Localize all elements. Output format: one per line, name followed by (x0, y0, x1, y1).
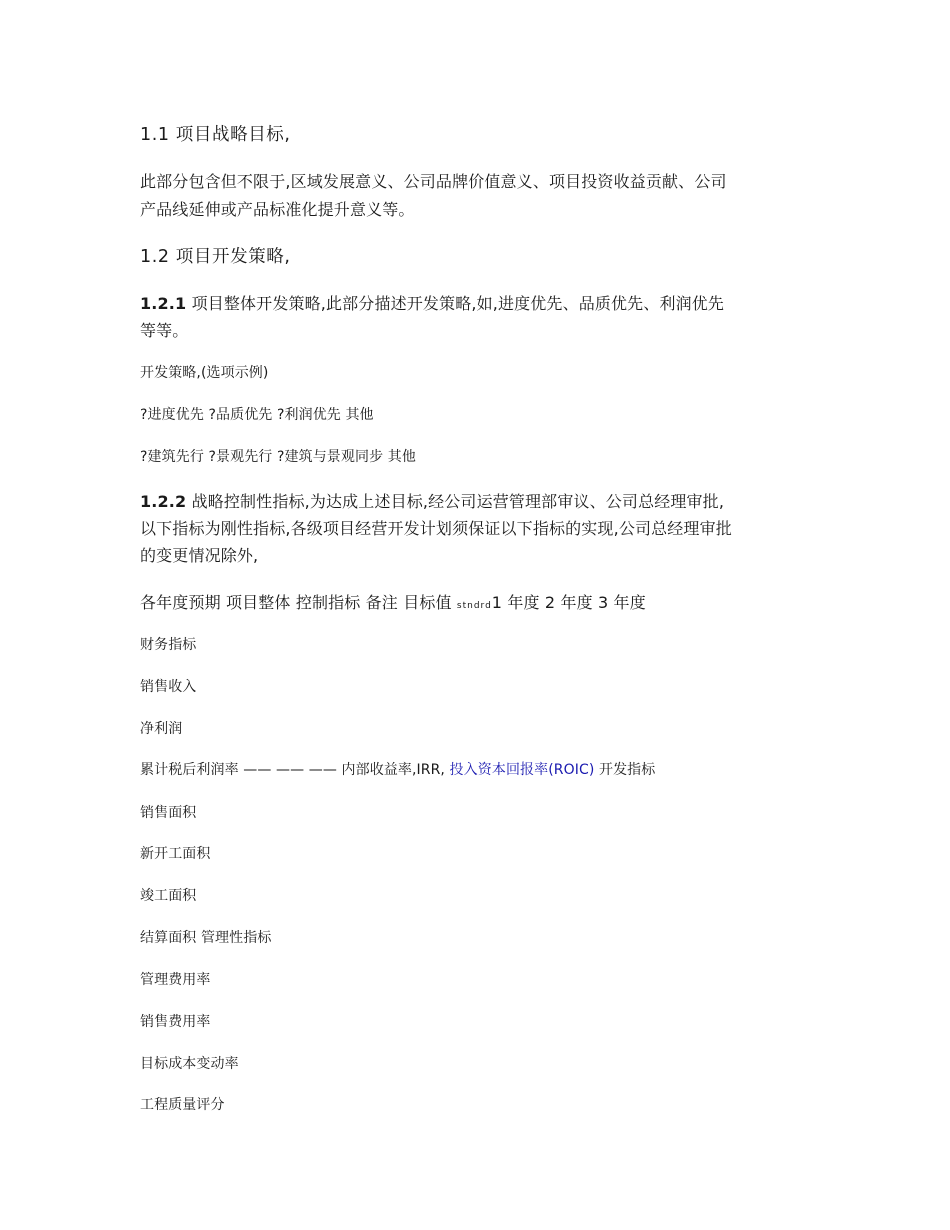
table-header-columns: 各年度预期 项目整体 控制指标 备注 目标值 (140, 593, 457, 612)
subsection-1-2-2-line-2: 以下指标为刚性指标,各级项目经营开发计划须保证以下指标的实现,公司总经理审批 (140, 519, 732, 538)
table-row: 财务指标 (140, 637, 197, 653)
subsection-number: 1.2.2 (140, 492, 187, 511)
roic-link[interactable]: 投入资本回报率(ROIC) (449, 762, 595, 778)
table-row: 目标成本变动率 (140, 1056, 239, 1072)
row-text: 累计税后利润率 —— —— —— 内部收益率,IRR, (140, 762, 450, 778)
subsection-1-2-2-line-3: 的变更情况除外, (140, 546, 259, 565)
table-row: 竣工面积 (140, 888, 197, 904)
table-row: 净利润 (140, 721, 183, 737)
paragraph-strategy-goal-line-2: 产品线延伸或产品标准化提升意义等。 (140, 200, 415, 219)
table-row: 销售收入 (140, 679, 197, 695)
strategy-options-row-1: ?进度优先 ?品质优先 ?利润优先 其他 (140, 407, 374, 423)
table-header-stndrd: stndrd (456, 601, 492, 611)
table-row (140, 759, 655, 779)
strategy-options-row-2: ?建筑先行 ?景观先行 ?建筑与景观同步 其他 (140, 449, 416, 465)
table-row: 管理费用率 (140, 972, 211, 988)
subsection-text: 战略控制性指标,为达成上述目标,经公司运营管理部审议、公司总经理审批, (191, 492, 725, 511)
row-text: 开发指标 (594, 762, 656, 778)
subsection-number: 1.2.1 (140, 294, 187, 313)
subsection-text: 项目整体开发策略,此部分描述开发策略,如,进度优先、品质优先、利润优先 (191, 294, 725, 313)
table-row: 工程质量评分 (140, 1097, 225, 1113)
heading-1-2: 1.2 项目开发策略, (140, 247, 291, 267)
heading-1-1: 1.1 项目战略目标, (140, 125, 291, 145)
table-header-years: 1 年度 2 年度 3 年度 (491, 593, 646, 612)
paragraph-strategy-goal-line-1: 此部分包含但不限于,区域发展意义、公司品牌价值意义、项目投资收益贡献、公司 (140, 172, 727, 191)
table-row: 销售费用率 (140, 1014, 211, 1030)
subsection-1-2-1-line-2: 等等。 (140, 321, 189, 340)
subsection-1-2-2-line-1 (140, 489, 724, 512)
table-row: 新开工面积 (140, 846, 211, 862)
table-row: 销售面积 (140, 805, 197, 821)
subsection-1-2-1-line-1 (140, 291, 724, 314)
table-row: 结算面积 管理性指标 (140, 930, 272, 946)
indicator-table-header (140, 590, 646, 613)
strategy-options-label: 开发策略,(选项示例) (140, 365, 269, 381)
